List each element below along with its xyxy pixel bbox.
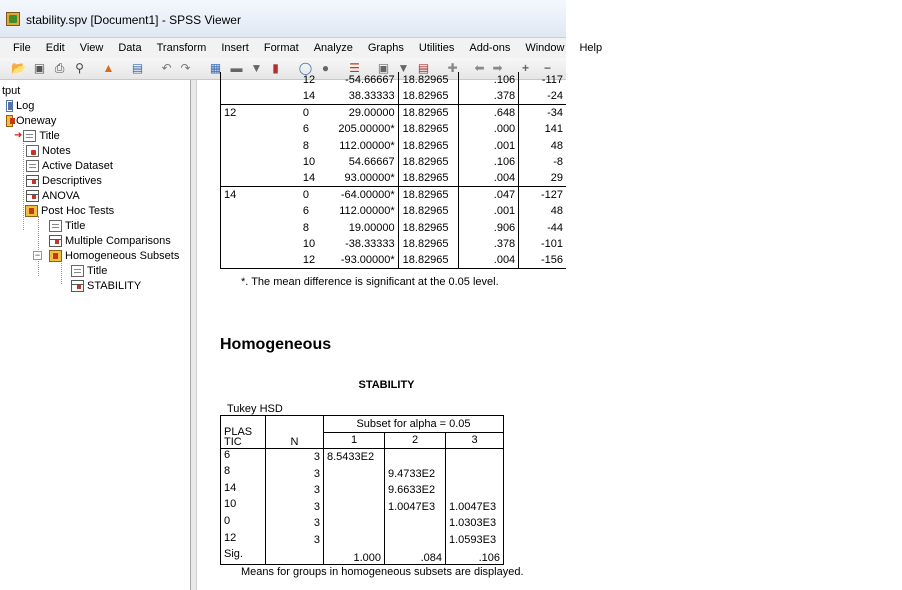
mean-difference-cell: 205.00000*	[329, 121, 398, 137]
tree-item-label: Notes	[42, 144, 71, 157]
subset-3-cell: .106	[478, 552, 500, 565]
subset-col-header: 2	[385, 432, 446, 449]
menu-format[interactable]: Format	[263, 42, 299, 54]
group-header-text: PLAS TIC	[224, 426, 253, 449]
subset-2-cell: 9.4733E2	[385, 465, 446, 482]
table-row	[221, 482, 504, 499]
table-row	[221, 154, 567, 170]
subset-3-cell: 1.0303E3	[449, 517, 497, 530]
mean-difference-cell: 54.66667	[329, 154, 398, 170]
subset-3-cell: 1.0047E3	[449, 500, 497, 513]
table-row	[221, 236, 567, 252]
log-icon	[6, 100, 13, 112]
table-row	[221, 72, 567, 88]
group-j-cell: 8	[302, 139, 309, 152]
group-cell: 6	[221, 449, 266, 466]
sig-cell: .648	[459, 105, 519, 121]
std-error-cell: 18.82965	[398, 154, 459, 170]
std-error-cell: 18.82965	[398, 187, 459, 203]
table-icon	[26, 175, 39, 187]
sig-cell: .000	[459, 121, 519, 137]
group-cell: 12	[221, 532, 266, 549]
group-j-cell: 12	[302, 74, 316, 87]
mean-difference-cell: 112.00000*	[329, 138, 398, 154]
find-icon[interactable]: ◯	[298, 61, 313, 75]
sig-cell: .106	[459, 72, 519, 88]
subset-2-cell	[385, 449, 446, 466]
subset-col-header: 3	[446, 432, 504, 449]
group-i-cell	[221, 203, 257, 219]
mean-difference-cell: 93.00000*	[329, 170, 398, 186]
subset-2-cell	[385, 532, 446, 549]
zoom-in-icon[interactable]: +	[521, 61, 529, 75]
means-footnote: Means for groups in homogeneous subsets are displayed.	[241, 566, 524, 578]
group-i-cell	[221, 236, 257, 252]
menu-edit[interactable]: Edit	[45, 42, 65, 54]
menu-utilities[interactable]: Utilities	[418, 42, 455, 54]
subset-1-cell	[324, 465, 385, 482]
expand-icon[interactable]: ✚	[447, 61, 458, 75]
table-row	[221, 532, 504, 549]
subset-col-header: 1	[324, 432, 385, 449]
mean-difference-cell: 29.00000	[329, 105, 398, 121]
promote-icon[interactable]: ▼	[397, 61, 410, 75]
goto-variable-icon[interactable]: ▼	[250, 61, 263, 75]
tree-item-label: Title	[39, 129, 60, 142]
std-error-cell: 18.82965	[398, 252, 459, 268]
tree-item-multiple-comparisons[interactable]	[49, 233, 171, 248]
table-row	[221, 170, 567, 186]
sig-cell: .906	[459, 220, 519, 236]
subset-3-cell: 1.0593E3	[449, 533, 497, 546]
tree-item-label: Descriptives	[42, 174, 102, 187]
spss-app-icon	[6, 12, 20, 26]
title-bar	[0, 0, 566, 38]
n-cell: 3	[266, 465, 324, 482]
group-j-cell: 8	[302, 221, 309, 234]
tree-item-label: Post Hoc Tests	[41, 204, 115, 217]
group-cell: 8	[221, 465, 266, 482]
subset-1-cell	[324, 498, 385, 515]
n-cell: 3	[266, 532, 324, 549]
homogeneous-heading: Homogeneous	[220, 336, 332, 353]
std-error-cell: 18.82965	[398, 105, 459, 121]
tree-item-log[interactable]	[6, 98, 34, 113]
print-icon[interactable]: ⎙	[54, 61, 65, 75]
output-content-pane	[197, 74, 566, 590]
sig-cell: .004	[459, 170, 519, 186]
tree-item-anova[interactable]	[26, 188, 80, 203]
tree-item-label: STABILITY	[87, 279, 142, 292]
menu-add-ons[interactable]: Add-ons	[469, 42, 511, 54]
tree-item-label: Title	[87, 264, 108, 277]
std-error-cell: 18.82965	[398, 121, 459, 137]
ci-lower-cell: -8	[553, 156, 563, 169]
mean-difference-cell: -93.00000*	[329, 252, 398, 268]
group-j-cell: 12	[257, 252, 330, 268]
zoom-out-icon[interactable]: −	[543, 61, 551, 75]
menu-window[interactable]: Window	[525, 42, 565, 54]
tree-item-active-dataset[interactable]	[26, 158, 113, 173]
variables-icon[interactable]: ▮	[272, 61, 279, 75]
n-cell: 3	[266, 482, 324, 499]
table-subtitle: Tukey HSD	[227, 403, 283, 415]
menu-bar	[0, 38, 603, 58]
tree-item-label: Title	[65, 219, 86, 232]
group-cell: Sig.	[221, 548, 266, 565]
group-j-cell: 6	[302, 123, 309, 136]
homogeneous-subsets-table	[220, 415, 504, 565]
n-cell: 3	[266, 515, 324, 532]
std-error-cell: 18.82965	[398, 88, 459, 104]
tree-item-homogeneous-subsets[interactable]	[49, 248, 179, 263]
group-j-cell: 6	[302, 205, 309, 218]
subset-1-cell	[324, 482, 385, 499]
tree-item-title[interactable]	[14, 128, 60, 143]
designate-window-icon[interactable]: ●	[321, 61, 330, 75]
group-i-cell	[221, 138, 257, 154]
subset-3-cell	[446, 482, 504, 499]
menu-graphs[interactable]: Graphs	[367, 42, 404, 54]
subset-1-cell: 1.000	[324, 548, 385, 565]
table-row	[221, 548, 504, 565]
group-j-cell: 14	[302, 90, 316, 103]
select-output-icon[interactable]: ☰	[349, 61, 360, 75]
std-error-cell: 18.82965	[398, 236, 459, 252]
std-error-cell: 18.82965	[398, 170, 459, 186]
sig-cell: .106	[459, 154, 519, 170]
n-cell	[266, 548, 324, 565]
ci-lower-cell: 141	[544, 123, 563, 136]
std-error-cell: 18.82965	[398, 138, 459, 154]
document-icon	[26, 160, 39, 172]
ci-lower-cell: 48	[550, 139, 563, 152]
subset-1-cell	[324, 532, 385, 549]
table-row	[221, 252, 567, 268]
tree-item-label: Log	[16, 99, 35, 112]
ci-lower-cell: -44	[547, 221, 563, 234]
recall-dialog-icon[interactable]: ▤	[131, 61, 144, 75]
title-icon	[23, 130, 36, 142]
insert-output-icon[interactable]: ▣	[377, 61, 390, 75]
tree-item-title[interactable]	[71, 263, 107, 278]
back-icon[interactable]: ⬅	[474, 61, 485, 75]
table-row	[221, 138, 567, 154]
table-row	[221, 220, 567, 236]
ci-lower-cell: -24	[547, 90, 563, 103]
group-j-cell: 0	[257, 187, 330, 203]
redo-icon[interactable]: ↷	[180, 61, 191, 75]
mean-difference-cell: 112.00000*	[329, 203, 398, 219]
ci-lower-cell: -156	[519, 252, 566, 268]
ci-lower-cell: -101	[540, 238, 563, 251]
sig-cell: .378	[459, 88, 519, 104]
mean-difference-cell: -64.00000*	[329, 187, 398, 203]
significance-footnote: *. The mean difference is significant at the 0.05 level.	[241, 276, 499, 288]
book-icon	[49, 250, 62, 262]
subset-3-cell	[446, 449, 504, 466]
n-cell: 3	[266, 498, 324, 515]
menu-data[interactable]: Data	[118, 42, 142, 54]
save-icon[interactable]: ▣	[33, 61, 46, 75]
ci-lower-cell: -117	[541, 74, 563, 87]
subset-2-cell: 9.6633E2	[385, 482, 446, 499]
goto-case-icon[interactable]: ▬	[230, 61, 243, 75]
ci-lower-cell: -34	[519, 105, 566, 121]
tree-item-stability[interactable]	[71, 278, 141, 293]
std-error-cell: 18.82965	[398, 72, 459, 88]
group-i-cell	[221, 170, 257, 186]
group-column-header	[221, 416, 266, 449]
tree-item-descriptives[interactable]	[26, 173, 102, 188]
ci-lower-cell: 48	[550, 205, 563, 218]
tree-item-title[interactable]	[49, 218, 85, 233]
table-row	[221, 515, 504, 532]
menu-analyze[interactable]: Analyze	[313, 42, 353, 54]
group-i-cell	[221, 220, 257, 236]
menu-insert[interactable]: Insert	[221, 42, 249, 54]
ci-lower-cell: 29	[550, 172, 563, 185]
tree-item-label: Active Dataset	[42, 159, 113, 172]
table-row	[221, 105, 567, 121]
group-i-cell: 14	[221, 187, 257, 203]
table-icon	[71, 280, 84, 292]
title-icon	[49, 220, 62, 232]
group-j-cell: 10	[302, 156, 316, 169]
table-row	[221, 449, 504, 466]
table-row	[221, 187, 567, 203]
table-icon	[49, 235, 62, 247]
sig-cell: .378	[459, 236, 519, 252]
table-row	[221, 465, 504, 482]
notes-icon	[26, 145, 39, 157]
group-cell: 10	[221, 498, 266, 515]
group-i-cell	[221, 252, 257, 268]
outline-navigator	[0, 80, 191, 590]
tree-item-label: tput	[2, 84, 21, 97]
subset-2-cell	[385, 515, 446, 532]
table-row	[221, 498, 504, 515]
forward-icon[interactable]: ➡	[492, 61, 503, 75]
multiple-comparisons-table	[220, 72, 566, 269]
collapse-toggle-icon[interactable]: −	[34, 250, 41, 260]
n-cell: 3	[266, 449, 324, 466]
group-i-cell	[221, 72, 257, 88]
mean-difference-cell: 38.33333	[329, 88, 398, 104]
tree-item-label: Oneway	[16, 114, 57, 127]
group-i-cell	[221, 121, 257, 137]
subset-header: Subset for alpha = 0.05	[324, 416, 504, 433]
goto-data-icon[interactable]: ▦	[209, 61, 222, 75]
sig-cell: .004	[459, 252, 519, 268]
mean-difference-cell: 19.00000	[329, 220, 398, 236]
group-j-cell: 14	[302, 172, 316, 185]
open-icon[interactable]: 📂	[11, 61, 26, 75]
print-preview-icon[interactable]: ⚲	[75, 61, 84, 75]
menu-help[interactable]: Help	[579, 42, 603, 54]
menu-file[interactable]: File	[13, 42, 31, 54]
group-i-cell	[221, 154, 257, 170]
subset-2-cell: .084	[385, 548, 446, 565]
undo-icon[interactable]: ↶	[161, 61, 172, 75]
book-icon	[6, 115, 13, 127]
tree-item-oneway[interactable]	[6, 113, 56, 128]
table-row	[221, 88, 567, 104]
sig-cell: .001	[459, 138, 519, 154]
sig-cell: .001	[459, 203, 519, 219]
table-row	[221, 121, 567, 137]
demote-icon[interactable]: ▤	[417, 61, 430, 75]
tree-item-label: Multiple Comparisons	[65, 234, 171, 247]
mean-difference-cell: -38.33333	[329, 236, 398, 252]
window-title: stability.spv [Document1] - SPSS Viewer	[26, 13, 241, 27]
subset-1-cell: 8.5433E2	[324, 449, 385, 466]
table-icon	[26, 190, 39, 202]
menu-transform[interactable]: Transform	[156, 42, 207, 54]
subset-2-cell: 1.0047E3	[385, 498, 446, 515]
tree-item-label: Homogeneous Subsets	[65, 249, 180, 262]
tree-item-notes[interactable]	[26, 143, 71, 158]
group-j-cell: 10	[302, 238, 316, 251]
group-cell: 14	[221, 482, 266, 499]
menu-view[interactable]: View	[79, 42, 104, 54]
book-icon	[25, 205, 38, 217]
tree-item-label: ANOVA	[42, 189, 80, 202]
subset-1-cell	[324, 515, 385, 532]
group-i-cell: 12	[221, 105, 257, 121]
tree-item-post-hoc-tests[interactable]	[10, 203, 114, 218]
std-error-cell: 18.82965	[398, 203, 459, 219]
n-column-header: N	[266, 416, 324, 449]
group-i-cell	[221, 88, 257, 104]
current-item-arrow-icon: ➜	[14, 130, 23, 141]
mean-difference-cell: -54.66667	[329, 72, 398, 88]
tree-item-output[interactable]	[2, 83, 20, 98]
group-j-cell: 0	[257, 105, 330, 121]
subset-3-cell	[446, 465, 504, 482]
table-caption: STABILITY	[358, 379, 415, 391]
sig-cell: .047	[459, 187, 519, 203]
std-error-cell: 18.82965	[398, 220, 459, 236]
export-icon[interactable]: ▲	[102, 61, 115, 75]
table-row	[221, 203, 567, 219]
title-icon	[71, 265, 84, 277]
group-cell: 0	[221, 515, 266, 532]
ci-lower-cell: -127	[519, 187, 566, 203]
